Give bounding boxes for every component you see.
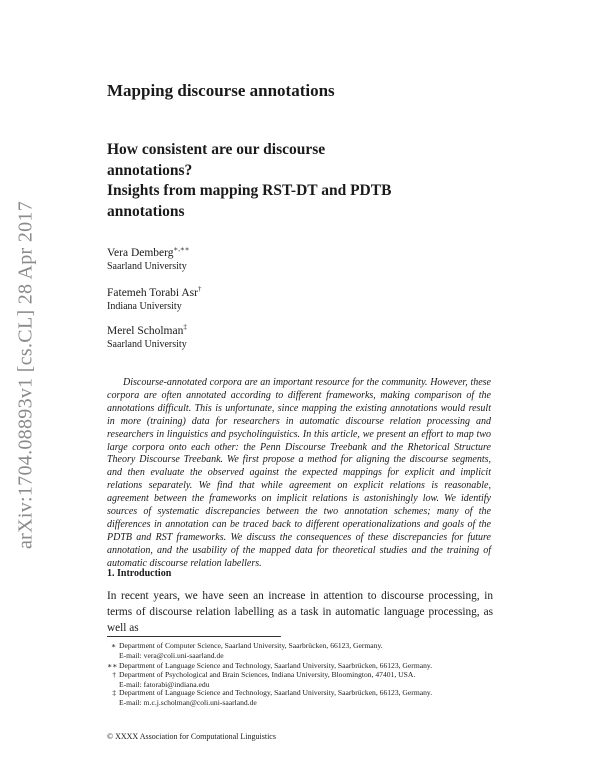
arxiv-identifier-text: arXiv:1704.08893v1 [cs.CL] 28 Apr 2017: [14, 200, 37, 550]
author-name: Merel Scholman: [107, 324, 184, 337]
author-mark: ‡: [183, 323, 187, 331]
author-affiliation: Saarland University: [107, 260, 187, 272]
title-line: annotations: [107, 202, 185, 220]
abstract: Discourse-annotated corpora are an important resource for the community. However, these corpora are often annotated according to different frameworks, making comparison of the annotations difficult. This is unfortunate, since mapping the existing annotations would result in more (training) data for researchers in automatic discourse relation processing and researchers in linguistics and psycholinguistics. In this article, we present an effort to map two large corpora onto each other: the Penn Discourse Treebank and the Rhetorical Structure Theory Discourse Treebank. We first propose a method for aligning the discourse segments, and then evaluate the observed against the expected mappings for explicit and implicit relations separately. We find that while agreement on explicit relations is reasonable, agreement between the frameworks on implicit relations is astonishingly low. We identify sources of systematic discrepancies between the two annotation schemes; many of the differences in annotation can be traced back to different operationalizations and goals of the PDTB and RST frameworks. We discuss the consequences of these discrepancies for future annotation, and the usability of the mapped data for theoretical studies and the training of automatic discourse relation labellers.: [107, 377, 491, 569]
author-block: [107, 242, 190, 274]
footnote: [107, 688, 507, 708]
footnote-mark: ‡: [112, 688, 116, 697]
footnote-line: Department of Language Science and Technology, Saarland University, Saarbrücken, 66123, Germany.: [119, 688, 433, 697]
author-block: [107, 320, 187, 352]
arxiv-identifier: [6, 160, 46, 590]
copyright-notice: © XXXX Association for Computational Linguistics: [107, 732, 276, 741]
author-name-line: [107, 320, 187, 338]
paper-title: [107, 140, 437, 222]
footnote-rule: [107, 636, 281, 637]
section-heading: 1. Introduction: [107, 568, 172, 579]
author-name-line: [107, 242, 190, 260]
footnote: [107, 670, 507, 690]
author-mark: †: [197, 285, 202, 293]
title-line: How consistent are our discourse: [107, 141, 326, 158]
author-name: Fatemeh Torabi Asr: [107, 286, 198, 299]
footnote-mark: †: [112, 670, 116, 679]
author-name-line: [107, 282, 201, 300]
footnote-line: E-mail: fatorabi@indiana.edu: [119, 680, 210, 689]
footnote-line: Department of Language Science and Technology, Saarland University, Saarbrücken, 66123, Germany.: [119, 661, 433, 670]
footnote-line: Department of Psychological and Brain Sciences, Indiana University, Bloomington, 47401, USA.: [119, 670, 416, 679]
author-name: Vera Demberg: [107, 246, 174, 259]
author-affiliation: Saarland University: [107, 338, 187, 350]
author-block: [107, 282, 201, 314]
footnote-line: E-mail: m.c.j.scholman@coli.uni-saarland.de: [119, 698, 257, 707]
title-line: Insights from mapping RST-DT and PDTB: [107, 182, 392, 199]
author-mark: ∗,∗∗: [173, 245, 190, 253]
footnote-line: E-mail: vera@coli.uni-saarland.de: [119, 651, 224, 660]
author-affiliation: Indiana University: [107, 300, 182, 312]
footnote-mark: ∗: [110, 641, 116, 650]
footnote: [107, 641, 507, 661]
footnote-mark: ∗∗: [107, 661, 118, 670]
intro-paragraph: In recent years, we have seen an increase in attention to discourse processing, in terms of discourse relation labelling as a task in automatic language processing, as well as: [107, 590, 493, 634]
title-line: annotations?: [107, 161, 193, 179]
running-title: Mapping discourse annotations: [107, 81, 335, 100]
footnote-line: Department of Computer Science, Saarland University, Saarbrücken, 66123, Germany.: [119, 641, 383, 650]
